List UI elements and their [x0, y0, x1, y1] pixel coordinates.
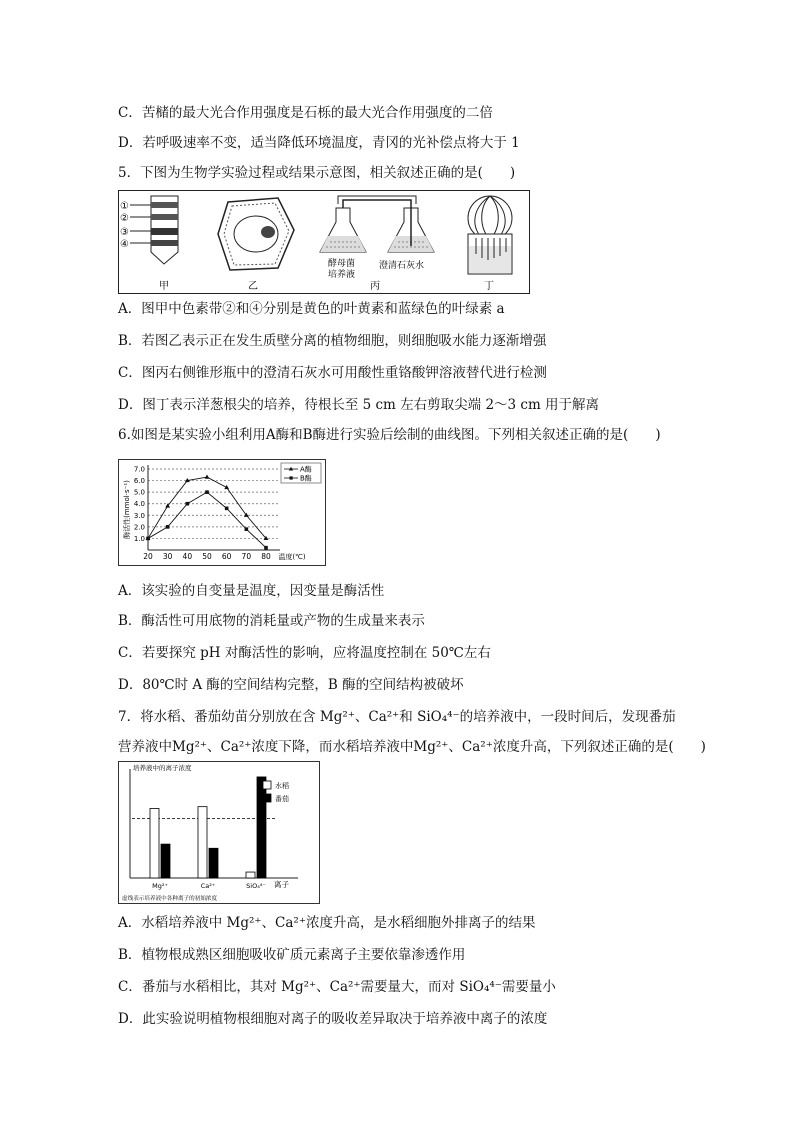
q7-bar-rice [150, 808, 159, 878]
band-label-1: ① [120, 201, 129, 212]
q6-xtick-label: 60 [221, 552, 232, 561]
q7-ion-chart [118, 761, 320, 904]
q5-option-a: A．图甲中色素带②和④分别是黄色的叶黄素和蓝绿色的叶绿素 a [118, 301, 505, 317]
q7-chart-svg [118, 761, 320, 904]
q6-point-b [146, 537, 150, 541]
q7-stem-line1: 7．将水稻、番茄幼苗分别放在含 Mg²⁺、Ca²⁺和 SiO₄⁴⁻的培养液中，一段时间后，发现番茄 [118, 709, 676, 725]
q7-baseline-note: 虚线表示培养液中各种离子的初始浓度 [122, 896, 218, 902]
q7-bar-rice [198, 807, 207, 878]
q6-ytick-label: 6.0 [133, 477, 145, 486]
q7-stem-line2: 营养液中Mg²⁺、Ca²⁺浓度下降，而水稻培养液中Mg²⁺、Ca²⁺浓度升高，下列叙述正确的是( ) [118, 739, 706, 755]
q6-xtick-label: 70 [241, 552, 252, 561]
panel-label-yi: 乙 [248, 281, 258, 292]
q6-chart-svg [118, 459, 326, 566]
q6-option-c: C．若要探究 pH 对酶活性的影响，应将温度控制在 50℃左右 [118, 645, 491, 661]
q5-option-c: C．图丙右侧锥形瓶中的澄清石灰水可用酸性重铬酸钾溶液替代进行检测 [118, 365, 547, 381]
q7-bar-tomato [209, 848, 218, 878]
panel-label-jia: 甲 [159, 281, 169, 292]
q6-ylabel: 酶活性(mmol·s⁻¹) [123, 480, 131, 539]
q6-ytick-label: 4.0 [133, 500, 145, 509]
q7-option-c: C．番茄与水稻相比，其对 Mg²⁺、Ca²⁺需要量大，而对 SiO₄⁴⁻需要量小 [118, 979, 556, 995]
panel-label-bing: 丙 [370, 281, 380, 292]
q6-xlabel: 温度(℃) [278, 553, 306, 561]
pigment-band-1 [151, 202, 178, 208]
q6-option-d: D．80℃时 A 酶的空间结构完整，B 酶的空间结构被破坏 [118, 677, 464, 693]
q4-option-d: D．若呼吸速率不变，适当降低环境温度，青冈的光补偿点将大于 1 [118, 135, 520, 151]
q5-stem: 5．下图为生物学实验过程或结果示意图，相关叙述正确的是( ) [118, 165, 516, 181]
q6-enzyme-chart [118, 459, 326, 566]
q7-option-a: A．水稻培养液中 Mg²⁺、Ca²⁺浓度升高，是水稻细胞外排离子的结果 [118, 915, 536, 931]
q7-legend-swatch [263, 781, 271, 789]
q6-ytick-label: 1.0 [133, 534, 145, 543]
q6-xtick-label: 20 [143, 552, 153, 561]
band-label-2: ② [120, 213, 129, 224]
flask-label-yeast-2: 培养液 [328, 270, 356, 280]
q5-option-d: D．图丁表示洋葱根尖的培养，待根长至 5 cm 左右剪取尖端 2～3 cm 用于解离 [118, 397, 600, 413]
q7-bar-tomato [257, 777, 266, 878]
q6-xtick-label: 50 [202, 552, 212, 561]
pigment-band-3 [151, 228, 178, 235]
band-label-4: ④ [120, 239, 129, 250]
q7-legend-label: 番茄 [275, 795, 289, 803]
q6-point-b [264, 546, 268, 550]
q7-xlabel: 离子 [274, 880, 289, 889]
q7-legend-label: 水稻 [275, 782, 289, 790]
q6-point-b [225, 507, 229, 511]
q7-option-b: B．植物根成熟区细胞吸收矿质元素离子主要依靠渗透作用 [118, 947, 466, 963]
q6-xtick-label: 80 [261, 552, 271, 561]
q6-ytick-label: 3.0 [133, 511, 145, 520]
q7-option-d: D．此实验说明植物根细胞对离子的吸收差异取决于培养液中离子的浓度 [118, 1011, 548, 1027]
q7-category-label: Mg²⁺ [152, 882, 168, 890]
q5-figure-svg [118, 190, 530, 294]
q7-category-label: SiO₄⁴⁻ [246, 882, 266, 890]
q6-point-b [245, 527, 249, 531]
q5-experiment-figure [118, 190, 530, 294]
q6-legend-marker [290, 476, 293, 479]
q6-point-b [205, 490, 209, 494]
q6-xtick-label: 30 [162, 552, 173, 561]
q6-point-b [186, 502, 190, 506]
q6-legend-label: A酶 [300, 465, 312, 474]
q7-legend-swatch [263, 794, 271, 802]
q6-option-b: B．酶活性可用底物的消耗量或产物的生成量来表示 [118, 613, 425, 629]
q7-bar-tomato [161, 844, 170, 878]
flask-label-limewater: 澄清石灰水 [379, 261, 425, 271]
q6-ytick-label: 2.0 [133, 523, 145, 532]
q6-xtick-label: 40 [182, 552, 193, 561]
q6-ytick-label: 5.0 [133, 488, 145, 497]
pigment-band-2 [151, 214, 178, 220]
panel-label-ding: 丁 [484, 281, 494, 292]
pigment-band-4 [151, 240, 178, 246]
q5-option-b: B．若图乙表示正在发生质壁分离的植物细胞，则细胞吸水能力逐渐增强 [118, 333, 547, 349]
q4-option-c: C．苦槠的最大光合作用强度是石栎的最大光合作用强度的二倍 [118, 105, 493, 121]
q7-bar-rice [246, 872, 255, 878]
q7-category-label: Ca²⁺ [200, 882, 216, 890]
flask-label-yeast-1: 酵母菌 [328, 259, 356, 269]
q6-option-a: A．该实验的自变量是温度，因变量是酶活性 [118, 583, 385, 599]
q6-stem: 6.如图是某实验小组利用A酶和B酶进行实验后绘制的曲线图。下列相关叙述正确的是( ) [118, 427, 661, 443]
band-label-3: ③ [120, 227, 129, 238]
q6-point-b [166, 525, 170, 529]
q7-chart-title: 培养液中的离子浓度 [133, 764, 192, 772]
q6-legend-label: B酶 [300, 474, 312, 483]
q6-ytick-label: 7.0 [133, 465, 145, 474]
